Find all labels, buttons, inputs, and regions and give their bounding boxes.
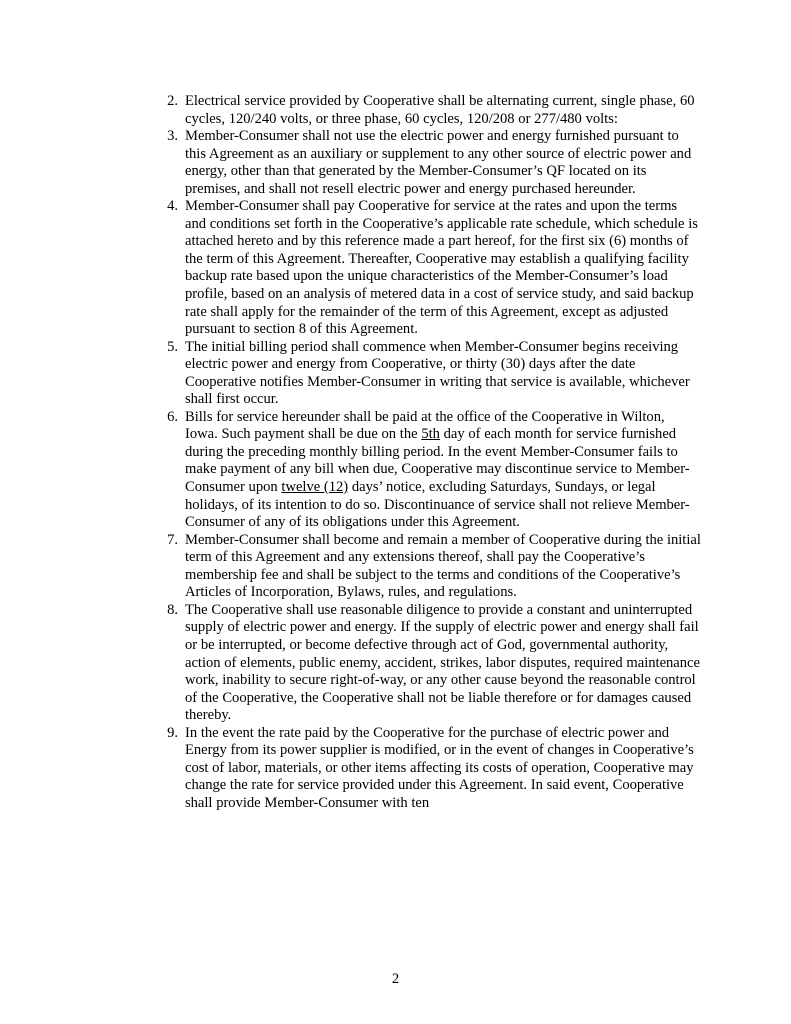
clause-number: 8. bbox=[167, 601, 178, 618]
clause-text: The Cooperative shall use reasonable diligence to provide a constant and uninterrupted supply of electric power and energy. If the supply of electric power and energy shall fail or be interrupted, or become defective through act of God, governmental authority, action of elements, public enemy, accident, strikes, labor disputes, required maintenance work, inability to secure right-of-way, or any other cause beyond the reasonable control of the Cooperative, the Cooperative shall not be liable therefore or for damages caused thereby. bbox=[185, 601, 700, 724]
clause-item bbox=[161, 198, 701, 338]
page-number: 2 bbox=[391, 971, 400, 987]
clause-item bbox=[161, 532, 701, 602]
clause-item bbox=[161, 409, 701, 532]
clause-text: The initial billing period shall commence when Member-Consumer begins receiving electric power and energy from Cooperative, or thirty (30) days after the date Cooperative notifies Member-Consumer in writing that service is available, whichever shall first occur. bbox=[185, 338, 690, 408]
clause-number: 5. bbox=[167, 338, 178, 355]
clause-text: Member-Consumer shall become and remain a member of Cooperative during the initial term of this Agreement and any extensions thereof, shall pay the Cooperative’s membership fee and shall be subject to the terms and conditions of the Cooperative’s Articles of Incorporation, Bylaws, rules, and regulations. bbox=[185, 531, 701, 601]
clause-item bbox=[161, 725, 701, 813]
clause-text-underlined: 5th bbox=[421, 426, 440, 443]
clause-number: 9. bbox=[167, 724, 178, 741]
clause-item bbox=[161, 93, 701, 128]
clause-text: In the event the rate paid by the Cooperative for the purchase of electric power and Energy from its power supplier is modified, or in the event of changes in Cooperative’s cost of labor, materials, or other items affecting its costs of operation, Cooperative may change the rate for service provided under this Agreement. In said event, Cooperative shall provide Member-Consumer with ten bbox=[185, 724, 694, 811]
clause-text: Member-Consumer shall not use the electric power and energy furnished pursuant to this Agreement as an auxiliary or supplement to any other source of electric power and energy, other than that generated by the Member-Consumer’s QF located on its premises, and shall not resell electric power and energy purchased hereunder. bbox=[185, 128, 692, 197]
clause-list bbox=[161, 93, 701, 812]
clause-text: Member-Consumer shall pay Cooperative for service at the rates and upon the terms and conditions set forth in the Cooperative’s applicable rate schedule, which schedule is attached hereto and by this reference made a part hereof, for the first six (6) months of the term of this Agreement. Thereafter, Cooperative may establish a qualifying facility backup rate based upon the unique characteristics of the Member-Consumer’s load profile, based on an analysis of metered data in a cost of service study, and said backup rate shall apply for the remainder of the term of this Agreement, except as adjusted pursuant to section 8 of this Agreement. bbox=[185, 198, 698, 338]
clause-number: 6. bbox=[167, 408, 178, 425]
clause-text-segment: Bills for service hereunder shall be paid at the office of the Cooperative in Wilton, Iowa. Such payment shall be due on the bbox=[185, 408, 665, 443]
clause-number: 4. bbox=[167, 198, 178, 215]
clause-text: Electrical service provided by Cooperative shall be alternating current, single phase, 60 cycles, 120/240 volts, or three phase, 60 cycles, 120/208 or 277/480 volts: bbox=[185, 93, 695, 127]
clause-number: 3. bbox=[167, 128, 178, 145]
clause-item bbox=[161, 339, 701, 409]
clause-text bbox=[185, 409, 701, 532]
clause-item bbox=[161, 602, 701, 725]
clause-text-segment: days’ notice, excluding Saturdays, Sundays, or legal holidays, of its intention to do so. Discontinuance of service shall not relieve Member-Consumer of any of its obligations under this Agreement. bbox=[185, 479, 690, 531]
clause-number: 2. bbox=[167, 93, 178, 109]
clause-text-underlined: twelve (12) bbox=[281, 479, 349, 496]
document-body bbox=[161, 93, 701, 812]
clause-item bbox=[161, 128, 701, 198]
clause-text-segment: day of each month for service furnished during the preceding monthly billing period. In the event Member-Consumer fails to make payment of any bill when due, Cooperative may discontinue service to Member-Consumer upon bbox=[185, 426, 690, 496]
clause-number: 7. bbox=[167, 531, 178, 548]
